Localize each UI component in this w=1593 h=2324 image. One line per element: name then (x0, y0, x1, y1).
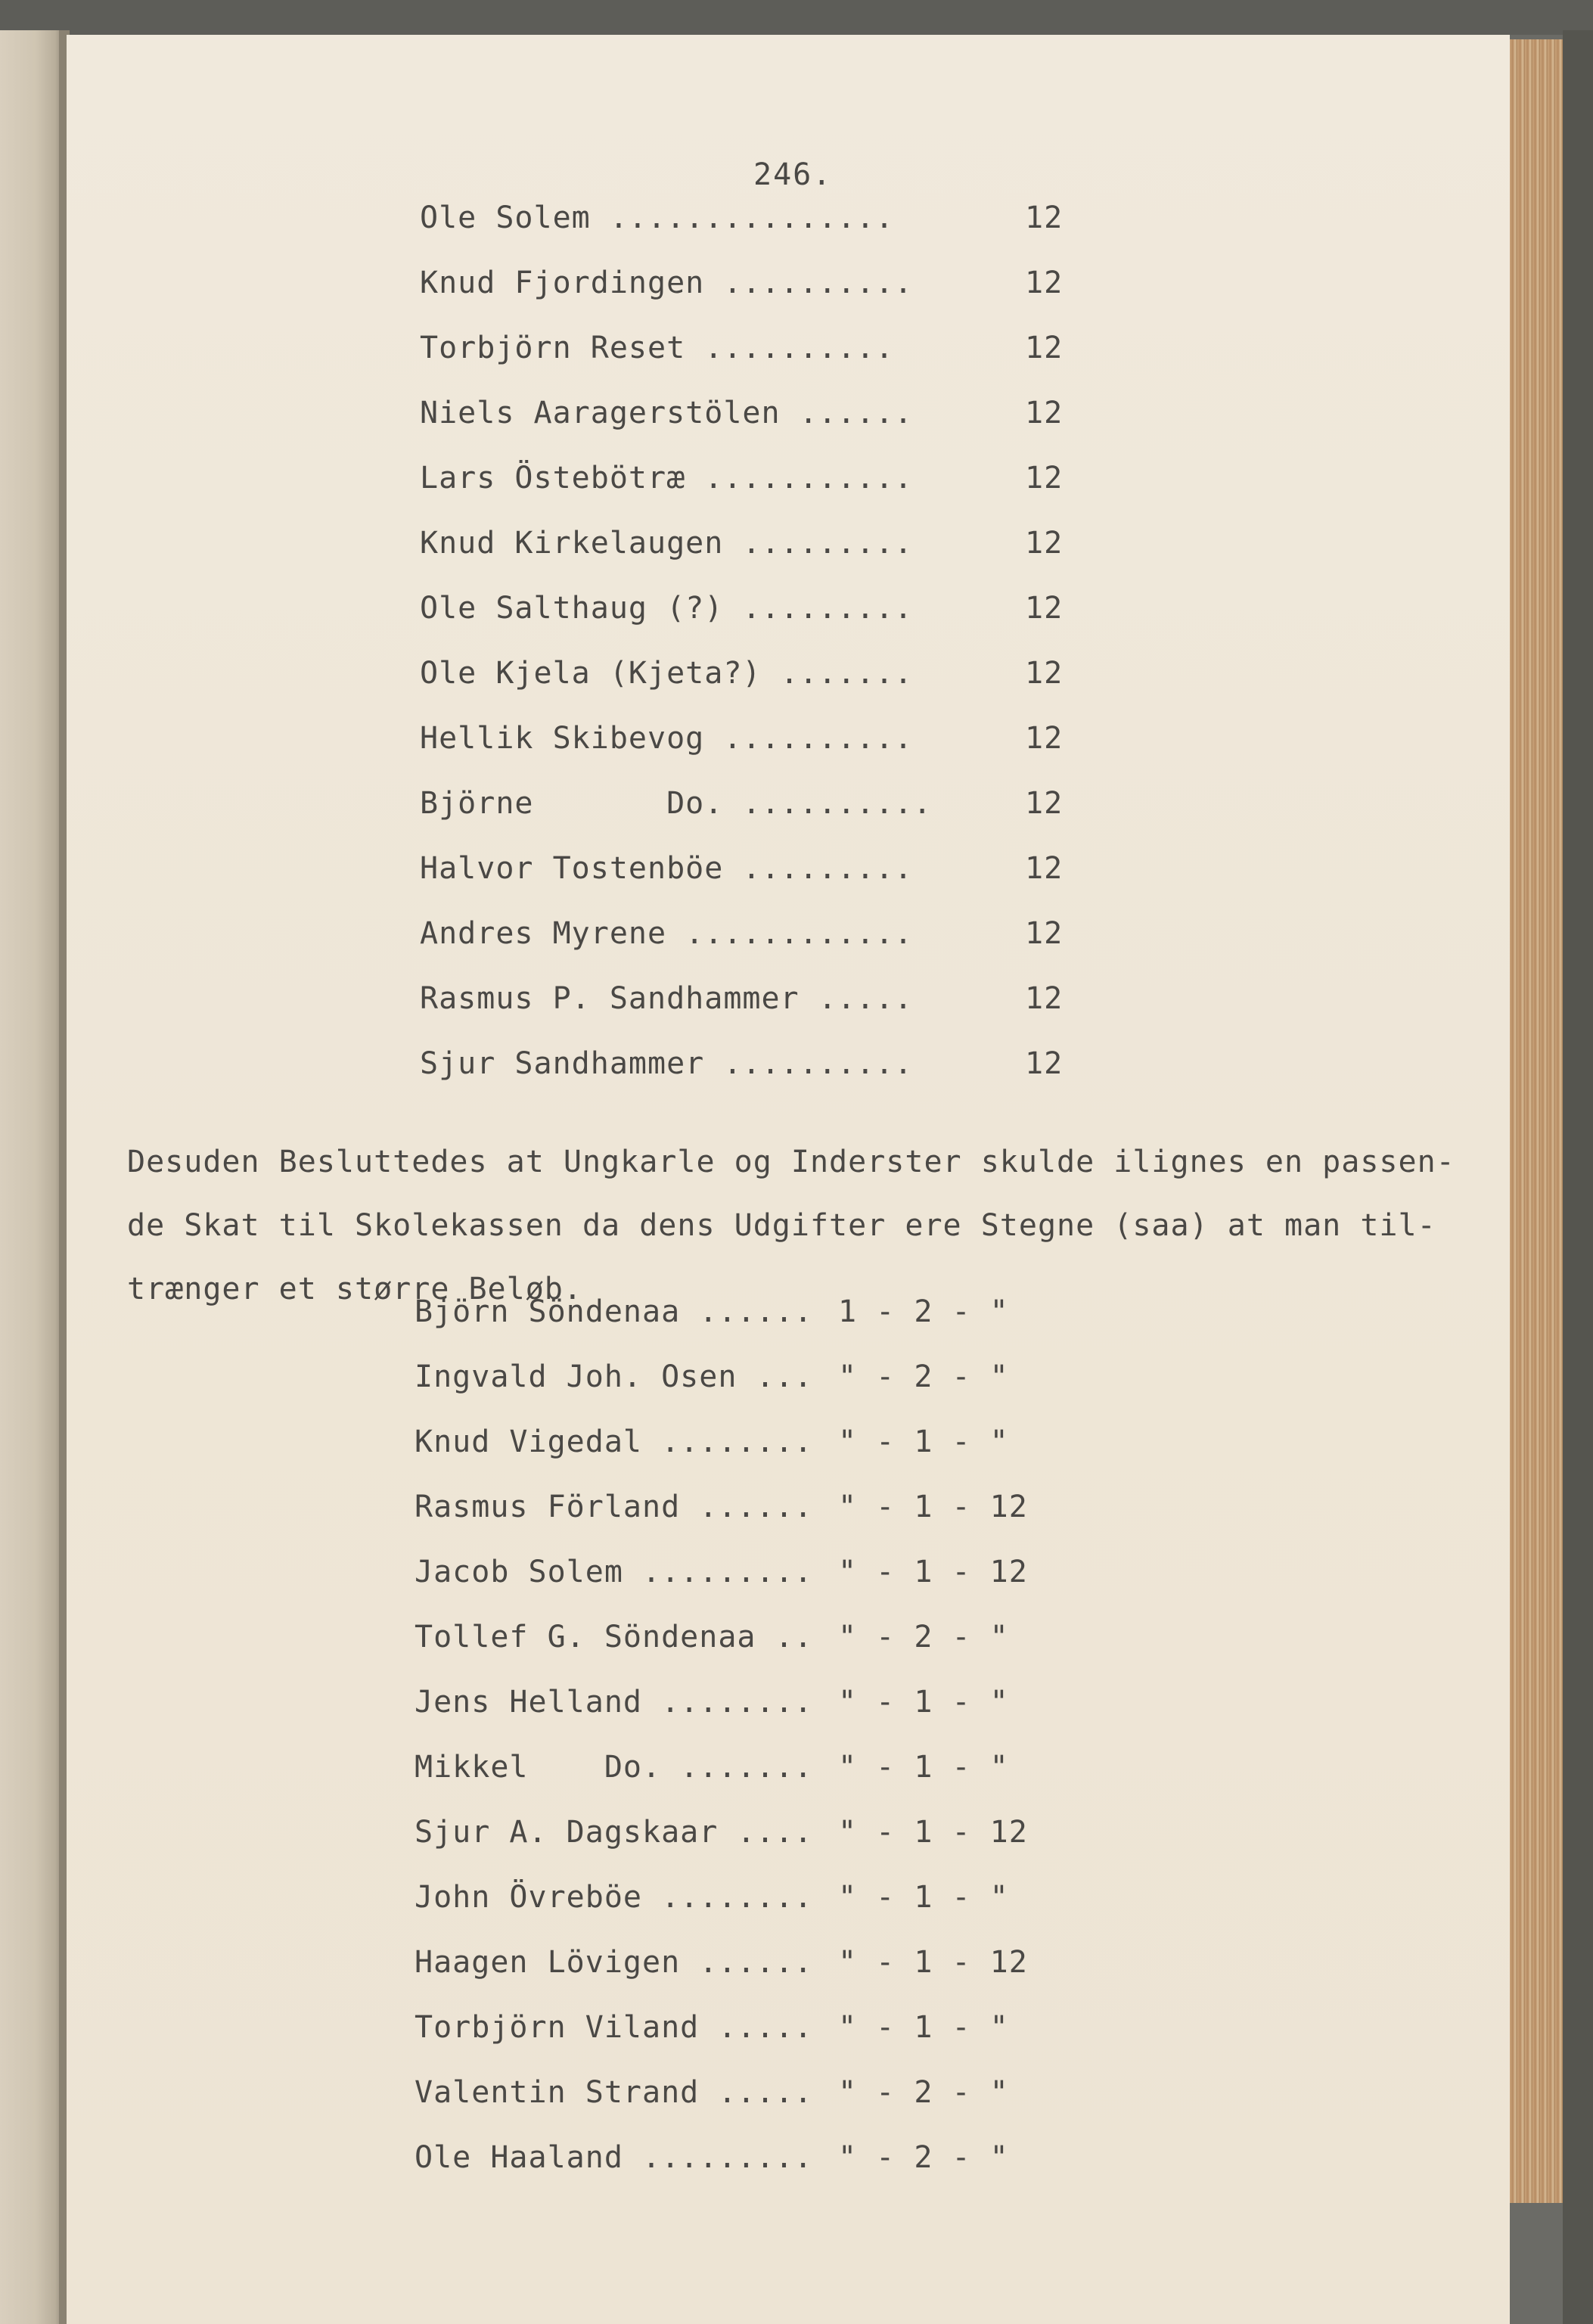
entry-name: Lars Östebötræ ........... (420, 461, 914, 496)
entry-name: Ole Haaland ......... (415, 2140, 813, 2175)
entry-name: Torbjörn Reset .......... (420, 331, 895, 365)
entry-amount: 12 (1025, 266, 1064, 300)
entry-name: Knud Kirkelaugen ......... (420, 526, 914, 561)
entry-amount: 12 (1025, 461, 1064, 496)
entry-name: Ingvald Joh. Osen ... (415, 1359, 813, 1394)
entry-amount: " - 2 - " (838, 1620, 1009, 1654)
entry-amount: " - 2 - " (838, 2140, 1009, 2175)
entry-name: Jens Helland ........ (415, 1685, 813, 1720)
paragraph-line: Desuden Besluttedes at Ungkarle og Inderster skulde ilignes en passen- (127, 1145, 1455, 1179)
entry-amount: 12 (1025, 331, 1064, 365)
entry-amount: 12 (1025, 526, 1064, 561)
entry-name: Tollef G. Söndenaa .. (415, 1620, 813, 1654)
entry-amount: " - 1 - " (838, 1750, 1009, 1785)
paragraph-line: trænger et større Beløb. (127, 1272, 582, 1306)
entry-name: Ole Solem ............... (420, 200, 895, 235)
entry-name: Jacob Solem ......... (415, 1555, 813, 1589)
entry-amount: 12 (1025, 786, 1064, 821)
entry-name: Halvor Tostenböe ......... (420, 851, 914, 886)
entry-name: Andres Myrene ............ (420, 916, 914, 951)
page-stack-edge (1510, 39, 1563, 2203)
document-page (67, 35, 1510, 2324)
entry-name: Rasmus P. Sandhammer ..... (420, 981, 914, 1016)
entry-name: Hellik Skibevog .......... (420, 721, 914, 756)
entry-amount: " - 1 - 12 (838, 1945, 1028, 1980)
entry-amount: 1 - 2 - " (838, 1294, 1009, 1329)
facing-page-edge (0, 30, 65, 2324)
entry-amount: " - 1 - " (838, 1685, 1009, 1720)
entry-name: Knud Vigedal ........ (415, 1425, 813, 1459)
entry-name: Valentin Strand ..... (415, 2075, 813, 2110)
entry-amount: " - 1 - 12 (838, 1555, 1028, 1589)
entry-amount: 12 (1025, 851, 1064, 886)
entry-amount: 12 (1025, 591, 1064, 626)
entry-name: Björn Söndenaa ...... (415, 1294, 813, 1329)
entry-name: Haagen Lövigen ...... (415, 1945, 813, 1980)
entry-amount: " - 1 - " (838, 1880, 1009, 1915)
entry-amount: 12 (1025, 916, 1064, 951)
entry-amount: 12 (1025, 656, 1064, 691)
entry-name: Mikkel Do. ....... (415, 1750, 813, 1785)
entry-name: John Övreböe ........ (415, 1880, 813, 1915)
page-number: 246. (753, 157, 833, 192)
entry-name: Sjur Sandhammer .......... (420, 1046, 914, 1081)
entry-name: Torbjörn Viland ..... (415, 2010, 813, 2045)
scan-background (0, 0, 1593, 35)
resolution-paragraph (127, 1130, 1557, 1321)
entry-amount: 12 (1025, 981, 1064, 1016)
entry-amount: " - 2 - " (838, 1359, 1009, 1394)
scan-background-right (1563, 30, 1593, 2324)
paragraph-line: de Skat til Skolekassen da dens Udgifter ere Stegne (saa) at man til- (127, 1208, 1436, 1243)
entry-amount: 12 (1025, 721, 1064, 756)
entry-amount: " - 1 - 12 (838, 1815, 1028, 1850)
entry-amount: " - 1 - 12 (838, 1490, 1028, 1524)
entry-name: Ole Salthaug (?) ......... (420, 591, 914, 626)
list-item (415, 2139, 1009, 2285)
entry-name: Rasmus Förland ...... (415, 1490, 813, 1524)
entry-name: Knud Fjordingen .......... (420, 266, 914, 300)
entry-name: Ole Kjela (Kjeta?) ....... (420, 656, 914, 691)
entry-name: Björne Do. .......... (420, 786, 933, 821)
entry-amount: " - 2 - " (838, 2075, 1009, 2110)
entry-amount: 12 (1025, 1046, 1064, 1081)
entry-amount: 12 (1025, 200, 1064, 235)
entry-amount: " - 1 - " (838, 2010, 1009, 2045)
entry-amount: " - 1 - " (838, 1425, 1009, 1459)
entry-amount: 12 (1025, 396, 1064, 430)
entry-name: Niels Aaragerstölen ...... (420, 396, 914, 430)
entry-name: Sjur A. Dagskaar .... (415, 1815, 813, 1850)
